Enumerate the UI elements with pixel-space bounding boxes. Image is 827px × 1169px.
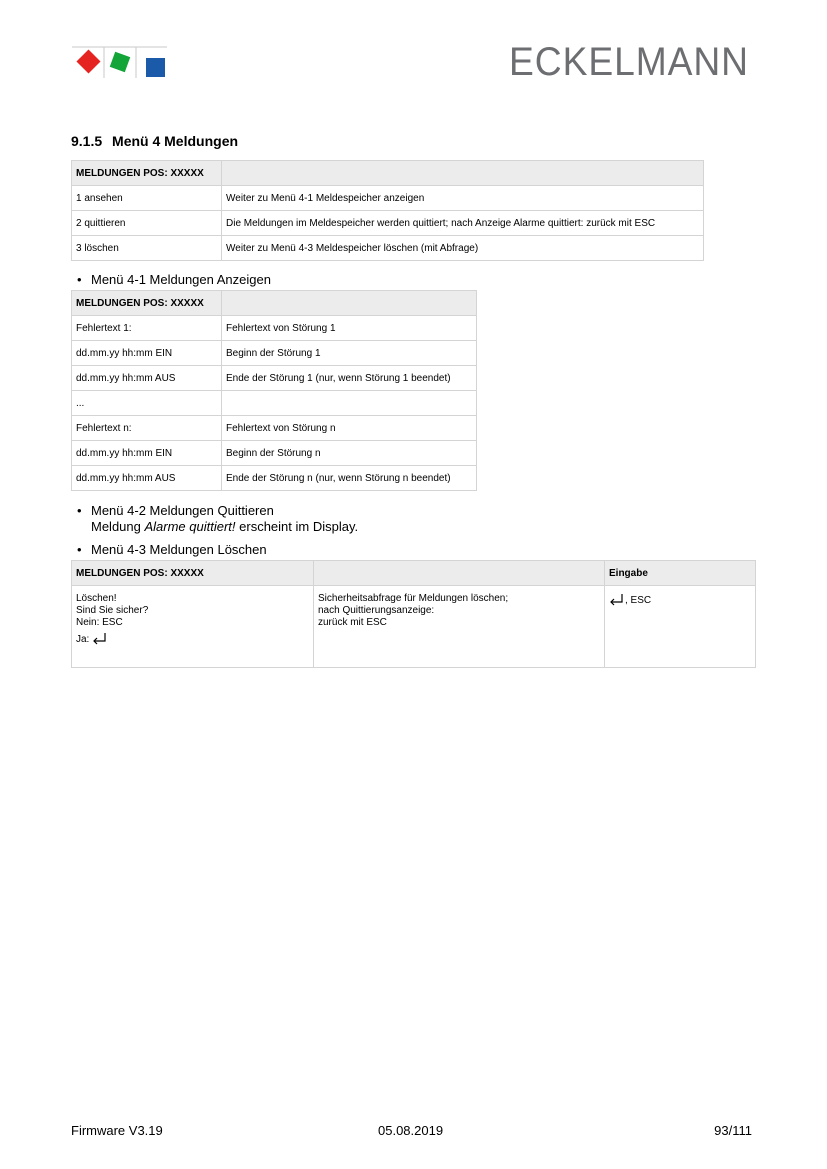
bullet-menu-4-2-description: [91, 519, 358, 534]
table-header-cell-eingabe: Eingabe: [605, 561, 756, 586]
table-row: [72, 236, 704, 261]
section-number: 9.1.5: [71, 133, 103, 149]
description-line: zurück mit ESC: [318, 617, 387, 628]
eingabe-text: , ESC: [625, 595, 652, 606]
table-row: [72, 441, 477, 466]
table-cell: Fehlertext 1:: [72, 316, 222, 341]
table-header-cell: MELDUNGEN POS: XXXXX: [72, 561, 314, 586]
table-header-cell-empty: [314, 561, 605, 586]
footer-date: 05.08.2019: [378, 1123, 444, 1138]
table-header-cell: MELDUNGEN POS: XXXXX: [72, 291, 222, 316]
table-cell: Beginn der Störung 1: [222, 341, 477, 366]
menu4-1-table: [71, 290, 477, 491]
table-row: [72, 391, 477, 416]
display-line: Nein: ESC: [76, 617, 123, 628]
display-line: Sind Sie sicher?: [76, 605, 149, 616]
table-cell: 3 löschen: [72, 236, 222, 261]
bullet-dot-icon: •: [77, 272, 82, 287]
table-cell: Fehlertext von Störung n: [222, 416, 477, 441]
table-cell: Die Meldungen im Meldespeicher werden quittiert; nach Anzeige Alarme quittiert: zurück mit ESC: [222, 211, 704, 236]
table-cell: [222, 391, 477, 416]
table-cell: Weiter zu Menü 4-3 Meldespeicher löschen (mit Abfrage): [222, 236, 704, 261]
description-prefix: Meldung: [91, 519, 145, 534]
eckelmann-logo-icon: [72, 46, 167, 78]
bullet-text: Menü 4-3 Meldungen Löschen: [91, 542, 267, 557]
table-cell: Fehlertext von Störung 1: [222, 316, 477, 341]
bullet-dot-icon: •: [77, 503, 82, 518]
table-cell: Fehlertext n:: [72, 416, 222, 441]
footer-firmware: Firmware V3.19: [71, 1123, 163, 1138]
bullet-menu-4-2: [77, 503, 274, 518]
table-cell: Ende der Störung n (nur, wenn Störung n beendet): [222, 466, 477, 491]
table-row: [72, 416, 477, 441]
table-header-row: [72, 561, 756, 586]
enter-key-icon: [609, 593, 625, 607]
enter-key-icon: [92, 632, 108, 646]
table-cell: ...: [72, 391, 222, 416]
footer-page-number: 93/111: [714, 1123, 752, 1138]
display-line-ja: [76, 632, 309, 646]
menu4-3-table: [71, 560, 756, 668]
table-cell: dd.mm.yy hh:mm AUS: [72, 366, 222, 391]
table-header-row: [72, 291, 477, 316]
table-row: [72, 586, 756, 668]
display-line: Ja:: [76, 634, 90, 645]
table-cell: dd.mm.yy hh:mm EIN: [72, 341, 222, 366]
table-row: [72, 316, 477, 341]
table-row: [72, 366, 477, 391]
table-cell: Ende der Störung 1 (nur, wenn Störung 1 beendet): [222, 366, 477, 391]
table-row: [72, 466, 477, 491]
bullet-menu-4-3: [77, 542, 267, 557]
bullet-text: Menü 4-1 Meldungen Anzeigen: [91, 272, 271, 287]
table-cell: dd.mm.yy hh:mm AUS: [72, 466, 222, 491]
brand-wordmark: ECKELMANN: [509, 40, 749, 84]
display-line: Löschen!: [76, 593, 117, 604]
table-row: [72, 341, 477, 366]
table-cell: Weiter zu Menü 4-1 Meldespeicher anzeigen: [222, 186, 704, 211]
table-cell: 1 ansehen: [72, 186, 222, 211]
bullet-text: Menü 4-2 Meldungen Quittieren: [91, 503, 274, 518]
menu4-table: [71, 160, 704, 261]
bullet-dot-icon: •: [77, 542, 82, 557]
table-header-cell: MELDUNGEN POS: XXXXX: [72, 161, 222, 186]
description-line: Sicherheitsabfrage für Meldungen löschen;: [318, 593, 509, 604]
table-cell-description: [314, 586, 605, 668]
table-cell: 2 quittieren: [72, 211, 222, 236]
table-header-row: [72, 161, 704, 186]
table-row: [72, 186, 704, 211]
table-header-cell-empty: [222, 161, 704, 186]
table-cell-display: [72, 586, 314, 668]
description-italic: Alarme quittiert!: [144, 519, 236, 534]
description-line: nach Quittierungsanzeige:: [318, 605, 435, 616]
description-suffix: erscheint im Display.: [235, 519, 359, 534]
table-header-cell-empty: [222, 291, 477, 316]
bullet-menu-4-1: [77, 272, 271, 287]
table-row: [72, 211, 704, 236]
section-title: [71, 133, 238, 149]
table-cell: Beginn der Störung n: [222, 441, 477, 466]
table-cell-eingabe: [605, 586, 756, 668]
table-cell: dd.mm.yy hh:mm EIN: [72, 441, 222, 466]
section-title-text: Menü 4 Meldungen: [112, 133, 239, 149]
